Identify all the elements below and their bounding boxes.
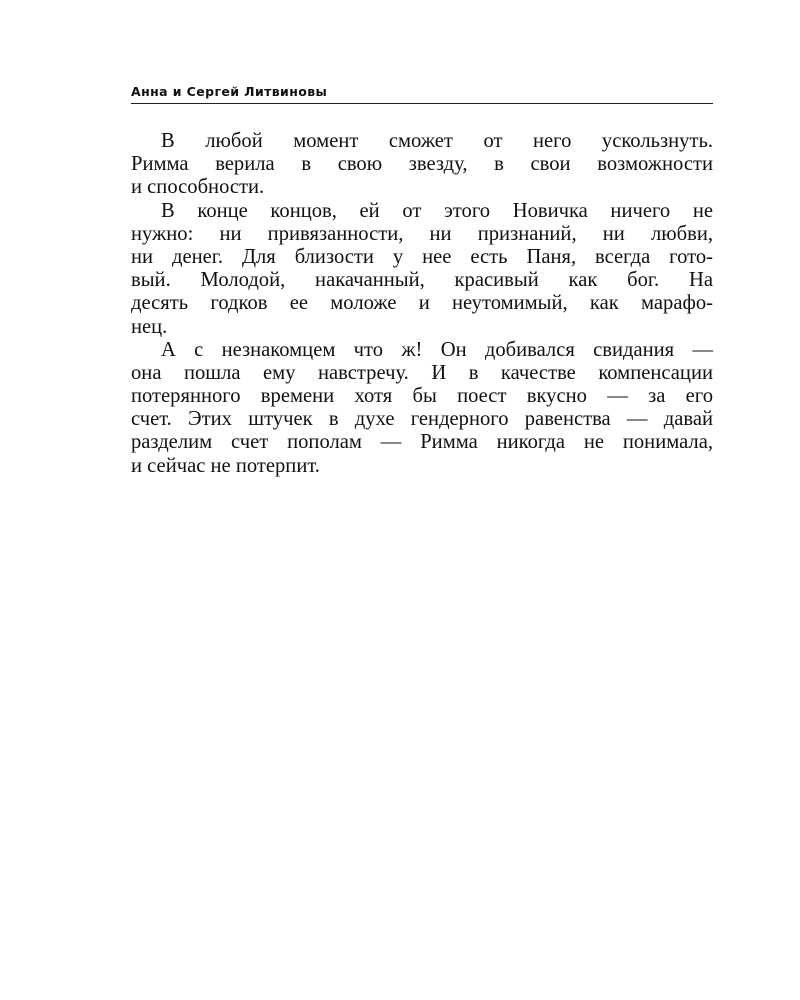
text-line: В конце концов, ей от этого Новичка ничего не [161,199,713,222]
text-line: ни денег. Для близости у нее есть Паня, всегда гото- [131,245,713,268]
text-line: и способности. [131,176,265,199]
text-line: нец. [131,315,168,338]
text-line: десять годков ее моложе и неутомимый, как марафо- [131,292,713,315]
text-line: разделим счет пополам — Римма никогда не понимала, [131,431,713,454]
running-head: Анна и Сергей Литвиновы [131,84,328,99]
text-line: В любой момент сможет от него ускользнуть. [161,130,713,152]
body-text [131,130,713,478]
text-line: счет. Этих штучек в духе гендерного равенства — давай [131,408,713,431]
text-line: потерянного времени хотя бы поест вкусно — за его [131,385,713,408]
text-line: А с незнакомцем что ж! Он добивался свидания — [161,338,713,361]
text-line: Римма верила в свою звезду, в свои возможности [131,153,713,176]
text-line: нужно: ни привязанности, ни признаний, ни любви, [131,222,713,245]
text-line: и сейчас не потерпит. [131,454,320,477]
header-rule [131,103,713,104]
text-line: она пошла ему навстречу. И в качестве компенсации [131,361,713,384]
text-line: вый. Молодой, накачанный, красивый как бог. На [131,269,713,292]
